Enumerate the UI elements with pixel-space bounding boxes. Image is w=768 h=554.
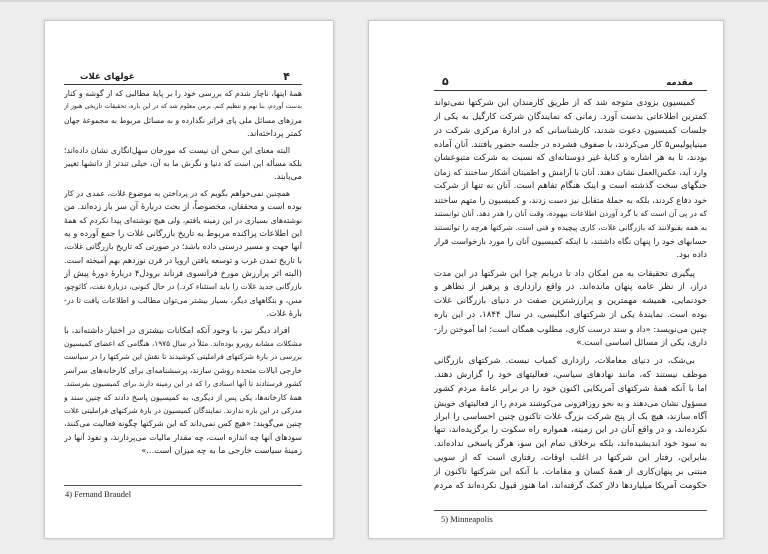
page-header	[434, 76, 707, 91]
page-text-body	[64, 87, 302, 458]
page-header	[64, 71, 302, 85]
text-line: نکرده‌اند، و در واقع آنان در این زمینه، همواره راه سکوت را برگزیده‌اند، تنها	[434, 425, 707, 436]
text-line: بوده است. نمایندهٔ یکی از شرکتهای انگلیسی، در سال ۱۸۴۴، در این باره	[434, 309, 707, 320]
text-line: موظف نیستند که، مانند نهادهای سیاسی، فعالیتهای خود را گزارش دهند.	[434, 370, 707, 381]
text-line: وارد آید، عکس‌العمل نشان دهند. آنان با آرامش و اطمینان آشکار ساختند که زمان	[434, 166, 707, 177]
text-line: خود دفاع کردند، بلکه به حملهٔ متقابل نیز دست زدند، و کمیسیون را متهم ساختند	[434, 194, 707, 205]
text-line: داری، یکی از مسائل اساسی است.»	[576, 337, 707, 348]
text-line: بی‌شک، در دنیای معاملات، رازداری کمیاب نیست. شرکتهای بازرگانی	[434, 356, 695, 367]
text-line: بازرگانی جدید غلات را باید استثناء کرد.) در حال کنونی، دربارهٔ نفت، کائوچو،	[64, 282, 302, 292]
text-line: همچنین نمی‌خواهم بگویم که در پرداختن به موضوع غلات، عمدی در کار	[64, 188, 290, 198]
text-line: دراز، از نظر عامه پنهان مانده‌اند. در واقع رازداری و پرهیز از تظاهر و	[434, 282, 707, 293]
page-text-body	[434, 97, 707, 493]
text-line: نوشته‌های بسیاری در این زمینه یافتم، ولی هیچ نوشته‌ای پیدا نکردم که همهٔ	[64, 215, 302, 225]
text-line: مبتنی بر پنهان‌کاری از همهٔ کسان و مقامات. با آنکه این شرکتها تاکنون از	[434, 466, 707, 477]
text-line: این اطلاعات پراکنده مربوط به تاریخ بازرگانی غلات را جمع آورده و به	[64, 227, 302, 238]
text-line: با تاریخ تمدن غرب و توسعه یافتن اروپا در قرن نوزدهم بهم آمیخته است.	[64, 255, 302, 265]
footnote: 4) Fernand Braudel	[65, 489, 132, 499]
text-line: بودند، تا به هر اشاره و کنایهٔ غیر دوستانه‌ای که نسبت به شرکت متبوعشان	[434, 153, 707, 164]
text-line: پیگیری تحقیقات به من امکان داد تا دریابم چرا این شرکتها در این مدت	[434, 268, 695, 279]
footnote-separator	[64, 485, 302, 486]
page-number: ۵	[442, 75, 449, 88]
text-line: مشکلات مشابه روبرو بوده‌اند. مثلاً در سال ۱۹۷۵، هنگامی که اعضای کمیسیون	[64, 339, 302, 349]
text-line: که در پی آن است که با گرد آوردن اطلاعات بیهوده، وقت آنان را هدر دهد. آنان توانستند	[434, 209, 707, 219]
text-line: آنها جهت و مسیر درستی داده باشد؛ در صورتی که تاریخ بازرگانی غلات،	[64, 242, 302, 252]
text-line: مس، و بنگاههای دیگر، بسیار بیشتر می‌توان مطالب و اطلاعات یافت تا در-	[64, 295, 302, 305]
text-line: جلسات کمیسیون دعوت شدند، کارشناسانی که در ادارهٔ مرکزی شرکت در	[434, 125, 707, 136]
text-line: مسؤول نشان می‌دهند و به نحو روزافزونی می‌کوشند مردم را از فعالیتهای خویش	[434, 397, 707, 408]
text-line: کشور فرستادند تا آنها اسنادی را که در این زمینه دارند برای کمیسیون بفرستند.	[64, 379, 302, 389]
text-line: بنابراین، رفتار این شرکتها در اغلب اوقات، رفتاری است که از سویی	[434, 452, 707, 463]
text-line: به همه بقبولانند که بازرگانی غلات، کاری پیچیده و فنی است. شرکتها هرچه را توانستند	[434, 223, 707, 233]
text-line: چنین می‌گویند: «هیچ کس نمی‌داند که این شرکتها چگونه فعالیت می‌کنند،	[64, 419, 302, 429]
running-head: غولهای غلات	[80, 72, 135, 82]
text-line: داده بود.	[676, 249, 707, 260]
text-line: زمینهٔ سیاست خارجی ما به چه میزان است...»	[141, 445, 302, 456]
text-line: البته معنای این سخن آن نیست که مورخان سهل‌انگاری نشان داده‌اند؛	[64, 145, 290, 155]
text-line: سودهای آنها چه اندازه است، چه مقدار مالیات می‌پردازند، و نفوذ آنها در	[64, 432, 302, 442]
text-line: بوده است و محققان، مخصوصاً، از بحث دربارهٔ آن سر باز زده‌اند. من	[64, 201, 302, 212]
text-line: حکومت آمریکا میلیاردها دلار کمک گرفته‌اند، اما هنوز قبول نکرده‌اند که مردم	[434, 480, 707, 491]
footnote: 5) Minneapolis	[441, 514, 493, 524]
text-line: حسابهای خود را پنهان نگاه داشتند، با اینکه کمیسیون آنان را مورد بازخواست قرار	[434, 235, 707, 246]
text-line: کمتر پرداخته‌اند.	[246, 128, 302, 139]
text-line: می‌یابند.	[273, 171, 302, 182]
text-line: (البته اثر پرارزش مورخ فرانسوی فرناند برودل۴ دربارهٔ دورهٔ پیش از	[64, 268, 302, 279]
text-line: مرزهای مسائل ملی پای فراتر نگذارده و به مسائل مربوط به مجموعهٔ جهان	[64, 115, 302, 125]
text-line: بررسی در بارهٔ شرکتهای فراملیتی کوشیدند تا نقش این شرکتها را در سیاست	[64, 352, 302, 362]
running-head: مقدمه	[666, 78, 693, 88]
text-line: اما با آنکه همهٔ شرکتهای آمریکایی اکنون خود را در برابر عامهٔ مردم کشور	[434, 383, 707, 394]
text-line: همهٔ کارخانه‌ها، یکی پس از دیگری، به کمیسیون پاسخ دادند که چنین سند و	[64, 392, 302, 402]
text-line: همهٔ اینها، ناچار شدم که بررسی خود را بر پایهٔ مطالبی که از گوشه و کنار	[64, 89, 302, 98]
text-line: کمیسیون بزودی متوجه شد که از طریق کارمندان این شرکتها نمی‌تواند	[434, 98, 695, 108]
footnote-separator	[434, 510, 707, 511]
text-line: خودنمایی، همیشه مهمترین و پرارزشترین صفت در دنیای بازرگانی غلات	[434, 296, 707, 307]
text-line: مینیاپولیس۵ کار می‌کردند، با صفوف فشرده در جلسه حضور یافتند. آنان آماده	[434, 139, 707, 150]
page-5	[368, 20, 724, 539]
viewer-top-edge	[0, 0, 768, 2]
text-line: بلکه مسأله این است که دنیا و نگرش ما به آن، خیلی تندتر از دانشها تغییر	[64, 158, 302, 168]
text-line: به سود خود اندیشیده‌اند، بلکه برخلاف تمام این سو، هرگز پاسخی نداده‌اند.	[434, 439, 707, 450]
page-number: ۴	[283, 70, 290, 83]
text-line: جنگهای سخت گذشته است و اینک هنگام تفاهم است. آنان نه تنها از شرکت	[434, 180, 707, 191]
text-line: چنین می‌نویسد: «داد و ستد درست کاری، مطلوب همگان است؛ اما آموختن راز-	[434, 323, 707, 334]
page-4	[44, 20, 334, 539]
text-line: بدست آوردم، بنا نهم و تنظیم کنم. برمن معلوم شد که در این باره، تحقیقات تاریخی هنوز از	[64, 103, 302, 111]
text-line: بارهٔ غلات.	[266, 308, 302, 319]
text-line: مدرکی در این باره ندارند. نمایندگان کمیسیون در بارهٔ شرکتهای فراملیتی غلات	[64, 405, 302, 415]
text-line: آگاه سازند، هیچ یک از پنج شرکت بزرگ غلات تاکنون چنین احساسی را ابراز	[434, 411, 707, 422]
text-line: خارجی ایالات متحده روشن سازند، پرسشنامه‌ای برای کارخانه‌های سراسر	[64, 365, 302, 375]
text-line: افراد دیگر نیز، با وجود آنکه امکانات بیشتری در اختیار داشته‌اند، با	[64, 324, 290, 335]
text-line: کمترین اطلاعاتی بدست آورد. زمانی که نمایندگان شرکت کارگیل به یکی از	[434, 111, 707, 122]
